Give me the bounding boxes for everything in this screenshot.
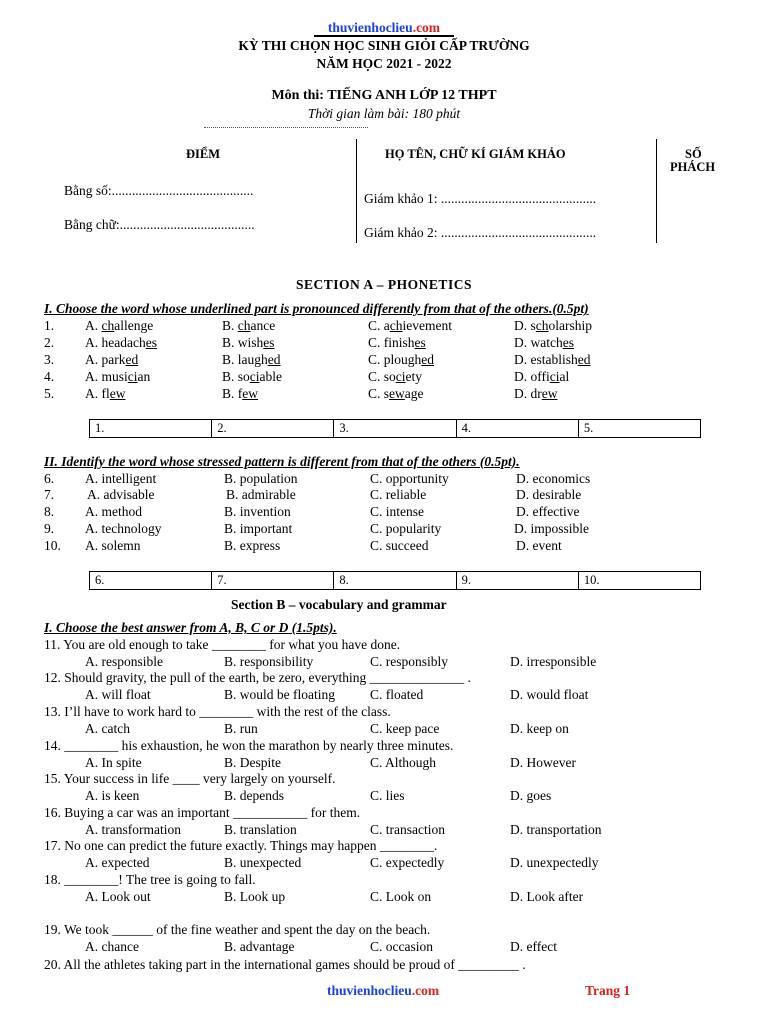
answer-grid-1 <box>89 419 701 438</box>
question-16: 16. Buying a car was an important ___________ for them. <box>44 805 361 820</box>
options-18 <box>44 889 744 906</box>
option-b: B. run <box>224 721 258 736</box>
option-c: C. lies <box>370 788 405 803</box>
options-15 <box>44 788 744 805</box>
option-a: A. chance <box>85 939 139 954</box>
answer-cell[interactable]: 7. <box>212 572 334 589</box>
option-d: D. keep on <box>510 721 569 736</box>
examiner-heading: HỌ TÊN, CHỮ KÍ GIÁM KHẢO <box>385 147 566 161</box>
option-d: D. unexpectedly <box>510 855 599 870</box>
score-by-number: Bằng số:.......................................... <box>64 183 254 198</box>
option-b: B. responsibility <box>224 654 314 669</box>
header-rule <box>314 35 454 37</box>
school-year: NĂM HỌC 2021 - 2022 <box>316 56 452 71</box>
question-3: 3. A. parked B. laughed C. ploughed D. established <box>44 352 591 367</box>
question-12: 12. Should gravity, the pull of the earth, be zero, everything ______________ . <box>44 670 471 685</box>
question-7: 7. A. advisable B. admirable C. reliable D. desirable <box>44 487 582 502</box>
question-19: 19. We took ______ of the fine weather and spent the day on the beach. <box>44 922 431 937</box>
question-17: 17. No one can predict the future exactly. Things may happen ________. <box>44 838 438 853</box>
option-d: D. goes <box>510 788 552 803</box>
section-a-title: SECTION A – PHONETICS <box>296 277 472 292</box>
option-b: B. advantage <box>224 939 295 954</box>
answer-cell[interactable]: 9. <box>457 572 579 589</box>
site-brand-top: thuvienhoclieu.com <box>327 20 441 35</box>
section-b-part1-heading: I. Choose the best answer from A, B, C or D (1.5pts). <box>44 620 337 635</box>
section-b-title: Section B – vocabulary and grammar <box>231 597 447 612</box>
option-c: C. transaction <box>370 822 445 837</box>
option-c: C. floated <box>370 687 424 702</box>
question-1: 1. A. challenge B. chance C. achievement D. scholarship <box>44 318 593 333</box>
option-b: B. depends <box>224 788 284 803</box>
options-16 <box>44 822 744 839</box>
option-d: D. irresponsible <box>510 654 597 669</box>
option-c: C. responsibly <box>370 654 449 669</box>
option-d: D. effect <box>510 939 557 954</box>
option-d: D. would float <box>510 687 589 702</box>
option-c: C. expectedly <box>370 855 445 870</box>
examiner-2: Giám khảo 2: .............................................. <box>364 225 597 240</box>
answer-cell[interactable]: 2. <box>212 420 334 437</box>
option-a: A. will float <box>85 687 151 702</box>
options-19 <box>44 939 744 956</box>
question-4: 4. A. musician B. sociable C. society D. official <box>44 369 570 384</box>
answer-cell[interactable]: 5. <box>583 421 594 435</box>
option-a: A. transformation <box>85 822 181 837</box>
option-d: D. transportation <box>510 822 602 837</box>
examiner-1: Giám khảo 1: .............................................. <box>364 191 597 206</box>
answer-cell[interactable]: 10. <box>583 573 600 587</box>
page-number: Trang 1 <box>585 983 631 998</box>
question-9: 9. A. technology B. important C. popularity D. impossible <box>44 521 590 536</box>
question-15: 15. Your success in life ____ very largely on yourself. <box>44 771 336 786</box>
phach-heading: PHÁCH <box>670 160 716 174</box>
question-20: 20. All the athletes taking part in the international games should be proud of _________ . <box>44 957 526 972</box>
option-b: B. Despite <box>224 755 281 770</box>
option-a: A. Look out <box>85 889 151 904</box>
grading-divider-1 <box>356 139 357 243</box>
option-b: B. unexpected <box>224 855 302 870</box>
option-b: B. would be floating <box>224 687 335 702</box>
answer-grid-2 <box>89 571 701 590</box>
question-13: 13. I’ll have to work hard to ________ with the rest of the class. <box>44 704 391 719</box>
option-c: C. keep pace <box>370 721 440 736</box>
option-b: B. Look up <box>224 889 286 904</box>
header-dots <box>204 127 368 128</box>
option-c: C. Look on <box>370 889 432 904</box>
option-a: A. is keen <box>85 788 140 803</box>
answer-cell[interactable]: 4. <box>457 420 579 437</box>
so-heading: SỐ <box>685 147 702 161</box>
options-17 <box>44 855 744 872</box>
question-14: 14. ________ his exhaustion, he won the marathon by nearly three minutes. <box>44 738 454 753</box>
grading-divider-2 <box>656 139 657 243</box>
option-a: A. expected <box>85 855 150 870</box>
option-d: D. However <box>510 755 576 770</box>
options-13 <box>44 721 744 738</box>
question-18: 18. ________! The tree is going to fall. <box>44 872 256 887</box>
score-by-words: Bằng chữ:........................................ <box>64 217 255 232</box>
question-10: 10. A. solemn B. express C. succeed D. event <box>44 538 562 553</box>
option-c: C. Although <box>370 755 437 770</box>
question-2: 2. A. headaches B. wishes C. finishes D. watches <box>44 335 574 350</box>
option-d: D. Look after <box>510 889 584 904</box>
option-c: C. occasion <box>370 939 433 954</box>
question-11: 11. You are old enough to take ________ for what you have done. <box>44 637 401 652</box>
options-14 <box>44 755 744 772</box>
option-a: A. In spite <box>85 755 142 770</box>
answer-cell[interactable]: 8. <box>334 572 456 589</box>
site-brand-bottom: thuvienhoclieu.com <box>327 983 440 998</box>
option-b: B. translation <box>224 822 297 837</box>
question-6: 6. A. intelligent B. population C. opportunity D. economics <box>44 471 591 486</box>
answer-cell[interactable]: 1. <box>90 420 212 437</box>
option-a: A. catch <box>85 721 130 736</box>
question-5: 5. A. flew B. few C. sewage D. drew <box>44 386 558 401</box>
subject-line: Môn thi: TIẾNG ANH LỚP 12 THPT <box>271 88 497 103</box>
exam-title: KỲ THI CHỌN HỌC SINH GIỎI CẤP TRƯỜNG <box>238 38 530 53</box>
question-8: 8. A. method B. invention C. intense D. effective <box>44 504 580 519</box>
options-11 <box>44 654 744 671</box>
answer-cell[interactable]: 6. <box>90 572 212 589</box>
option-a: A. responsible <box>85 654 163 669</box>
exam-time: Thời gian làm bài: 180 phút <box>307 106 461 121</box>
section-a-part2-heading: II. Identify the word whose stressed pattern is different from that of the others (0.5pt). <box>44 454 520 469</box>
section-a-part1-heading: I. Choose the word whose underlined part is pronounced differently from that of the others.(0.5pt) <box>44 301 589 316</box>
options-12 <box>44 687 744 704</box>
answer-cell[interactable]: 3. <box>334 420 456 437</box>
score-heading: ĐIỂM <box>186 147 221 161</box>
